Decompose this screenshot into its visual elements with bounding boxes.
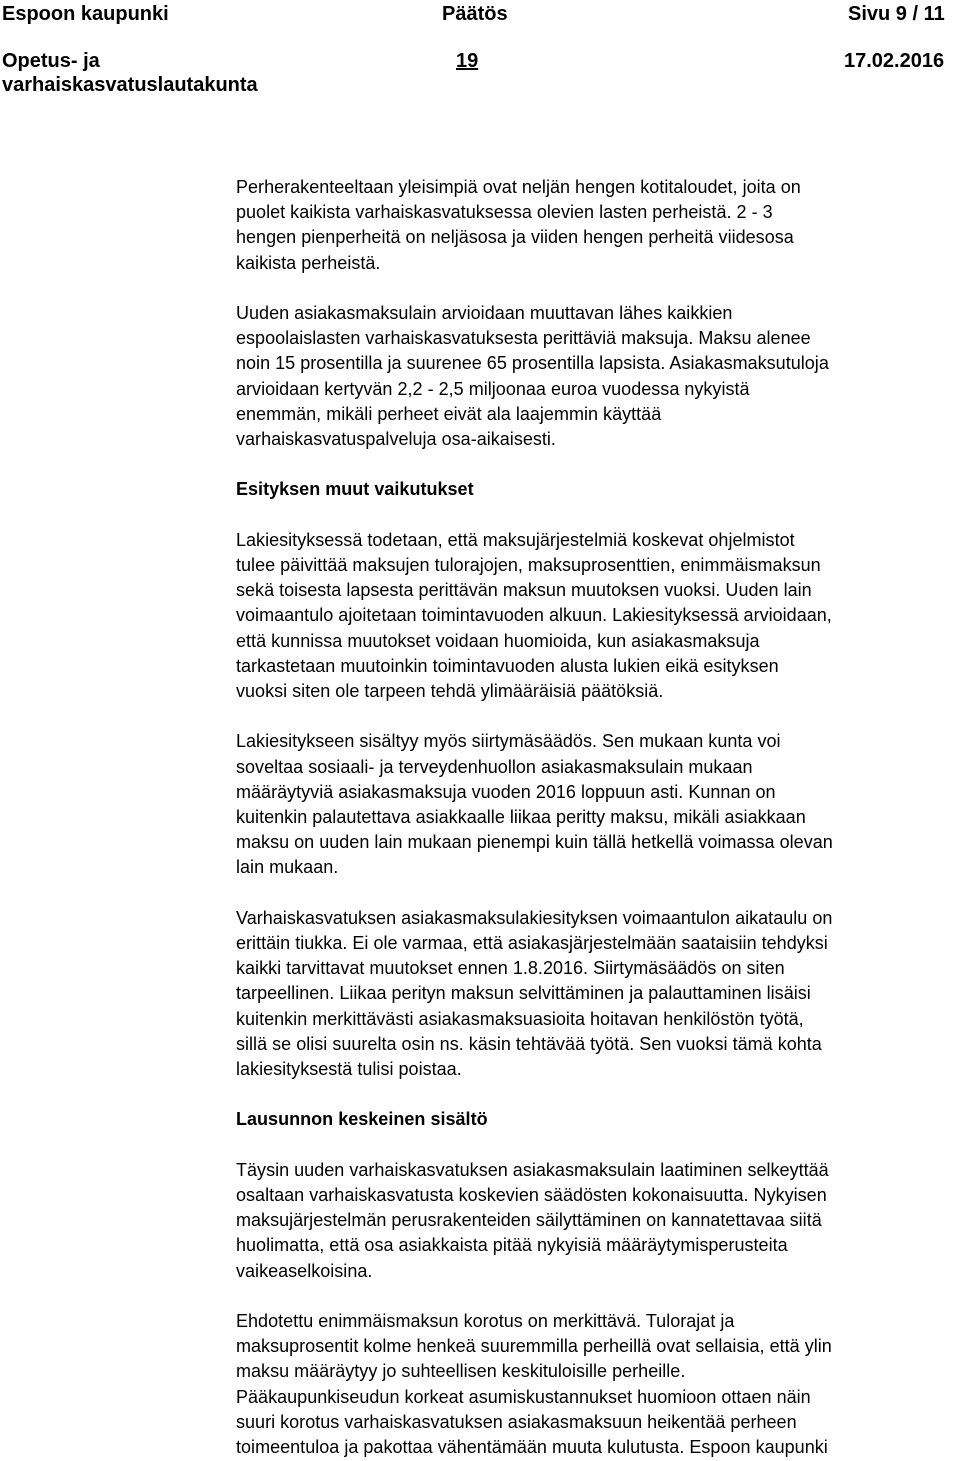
text-line: maksujärjestelmän perusrakenteiden säilyttäminen on kannatettavaa siitä [236,1210,822,1231]
text-line: maksu on uuden lain mukaan pienempi kuin tällä hetkellä voimassa olevan [236,832,833,853]
text-line: soveltaa sosiaali- ja terveydenhuollon asiakasmaksulain mukaan [236,756,753,777]
section-heading-statement-content: Lausunnon keskeinen sisältö [236,1109,488,1130]
text-line: kuitenkin merkittävästi asiakasmaksuasioita hoitavan henkilöstön työtä, [236,1008,804,1029]
text-line: määräytyviä asiakasmaksuja vuoden 2016 loppuun asti. Kunnan on [236,781,776,802]
text-line: Täysin uuden varhaiskasvatuksen asiakasmaksulain laatiminen selkeyttää [236,1159,829,1180]
paragraph-fee-impact [236,301,960,452]
decision-date: 17.02.2016 [844,50,945,72]
text-line: vaikeaselkoisina. [236,1260,373,1281]
text-line: tarkastetaan muutoinkin toimintavuoden alusta lukien eikä esityksen [236,655,779,676]
text-line: Ehdotettu enimmäismaksun korotus on merkittävä. Tulorajat ja [236,1311,735,1332]
text-line: osaltaan varhaiskasvatusta koskevien säädösten kokonaisuutta. Nykyisen [236,1185,827,1206]
text-line: erittäin tiukka. Ei ole varmaa, että asiakasjärjestelmään saataisiin tehdyksi [236,933,828,954]
text-line: arvioidaan kertyvän 2,2 - 2,5 miljoonaa euroa vuodessa nykyistä [236,378,750,399]
org-name: Espoon kaupunki [2,3,169,25]
text-line: kaikista perheistä. [236,252,381,273]
text-line: sekä toisesta lapsesta perittävän maksun muutoksen vuoksi. Uuden lain [236,580,812,601]
paragraph-family-structure [236,175,960,276]
text-line: Perherakenteeltaan yleisimpiä ovat neljän hengen kotitaloudet, joita on [236,177,801,197]
text-line: maksuprosentit kolme henkeä suuremmilla perheillä ovat sellaisia, että ylin [236,1336,832,1357]
text-line: hengen pienperheitä on neljäsosa ja viiden hengen perheitä viidesosa [236,227,794,248]
text-line: maksu määräytyy jo suhteellisen keskituloisille perheille. [236,1361,686,1382]
section-number: 19 [456,50,479,72]
text-line: toimeentuloa ja pakottaa vähentämään muuta kulutusta. Espoon kaupunki [236,1437,828,1458]
paragraph-software-updates [236,528,960,704]
paragraph-schedule [236,906,960,1082]
text-line: vuoksi siten ole tarpeen tehdä ylimääräisiä päätöksiä. [236,681,664,702]
text-line: tarpeellinen. Liikaa perityn maksun selvittäminen ja palauttaminen lisäisi [236,983,811,1004]
text-line: lain mukaan. [236,857,339,878]
text-line: espoolaislasten varhaiskasvatuksesta perittäviä maksuja. Maksu alenee [236,328,811,349]
text-line: lakiesityksestä tulisi poistaa. [236,1059,462,1080]
text-line: Lakiesitykseen sisältyy myös siirtymäsäädös. Sen mukaan kunta voi [236,731,781,752]
text-line: puolet kaikista varhaiskasvatuksessa olevien lasten perheistä. 2 - 3 [236,202,773,223]
text-line: noin 15 prosentilla ja suurenee 65 prosentilla lapsista. Asiakasmaksutuloja [236,353,829,374]
text-line: että kunnissa muutokset voidaan huomioida, kun asiakasmaksuja [236,630,760,651]
paragraph-clarification [236,1158,960,1284]
document-type: Päätös [442,3,508,25]
text-line: tulee päivittää maksujen tulorajojen, maksuprosenttien, enimmäismaksun [236,555,821,575]
text-line: enemmän, mikäli perheet eivät ala laajemmin käyttää [236,403,662,424]
text-line: Uuden asiakasmaksulain arvioidaan muuttavan lähes kaikkien [236,303,733,323]
text-line: sillä se olisi suurelta osin ns. käsin tehtävää työtä. Sen vuoksi tämä kohta [236,1033,822,1054]
paragraph-housing-costs [236,1385,960,1461]
text-line: Lakiesityksessä todetaan, että maksujärjestelmiä koskevat ohjelmistot [236,529,795,550]
text-line: kaikki tarvittavat muutokset ennen 1.8.2016. Siirtymäsäädös on siten [236,958,785,979]
text-line: Pääkaupunkiseudun korkeat asumiskustannukset huomioon ottaen näin [236,1386,811,1407]
text-line: suuri korotus varhaiskasvatuksen asiakasmaksuun heikentää perheen [236,1411,797,1432]
paragraph-max-fee [236,1309,960,1385]
text-line: Varhaiskasvatuksen asiakasmaksulakiesityksen voimaantulon aikataulu on [236,907,833,928]
text-line: voimaantulo ajoitetaan toimintavuoden alkuun. Lakiesityksessä arvioidaan, [236,605,832,626]
text-line: varhaiskasvatuspalveluja osa-aikaisesti. [236,429,556,450]
document-body [236,175,960,1460]
section-heading-other-effects: Esityksen muut vaikutukset [236,479,474,500]
paragraph-transition-provision [236,729,960,880]
board-name-line2: varhaiskasvatuslautakunta [2,74,258,96]
text-line: huolimatta, että osa asiakkaista pitää nykyisiä määräytymisperusteita [236,1235,788,1256]
board-name-line1: Opetus- ja [2,50,100,72]
text-line: kuitenkin palautettava asiakkaalle liikaa peritty maksu, mikäli asiakkaan [236,807,806,828]
page-number: Sivu 9 / 11 [848,3,945,25]
